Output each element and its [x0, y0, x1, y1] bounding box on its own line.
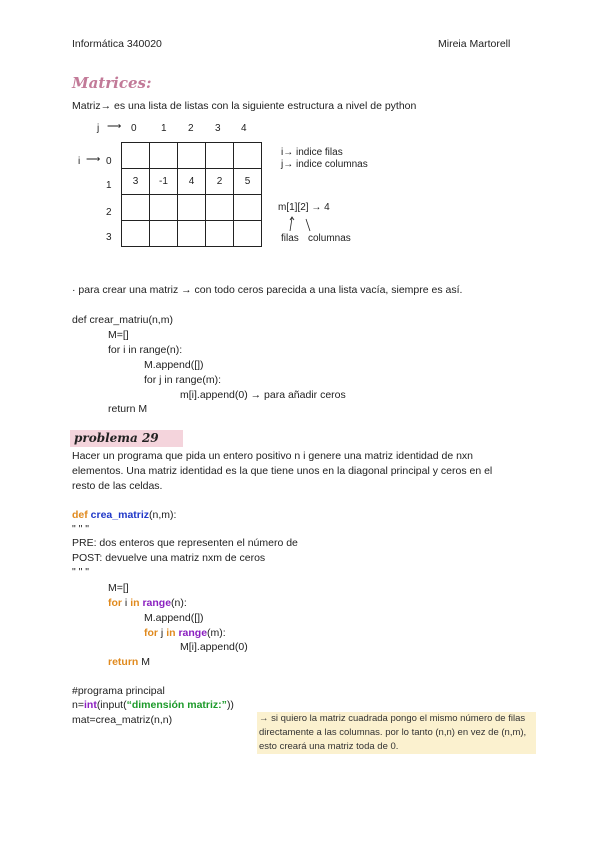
- j-value-2: 2: [188, 123, 194, 134]
- grid-cell: 2: [206, 169, 234, 195]
- grid-cell: [234, 143, 262, 169]
- def-keyword: def: [72, 509, 88, 521]
- prompt-string: “dimensión matriz:”: [126, 699, 227, 711]
- code2-append-list: M.append([]): [144, 612, 204, 624]
- i-value-3: 3: [106, 232, 112, 243]
- range-keyword: range: [178, 627, 208, 639]
- code1-line: return M: [108, 403, 148, 415]
- problem-statement: Hacer un programa que pida un entero positivo n i genere una matriz identidad de nxn: [72, 450, 474, 462]
- i-value-1: 1: [106, 180, 112, 191]
- docstring-open: " " ": [72, 523, 90, 535]
- main-mat-line: mat=crea_matriz(n,n): [72, 714, 173, 726]
- code2-return-line: [108, 655, 150, 670]
- access-example: m[1][2] → 4: [278, 202, 330, 213]
- code1-line: m[i].append(0) → para añadir ceros: [180, 389, 346, 401]
- main-input-line: [72, 698, 234, 713]
- range-args: (m):: [207, 627, 226, 639]
- j-arrow: ⟶: [107, 121, 122, 132]
- code2-def-line: [72, 508, 176, 523]
- problem-label: problema 29: [70, 430, 183, 447]
- grid-cell: [234, 221, 262, 247]
- j-label: j: [97, 123, 100, 134]
- function-name: crea_matriz: [90, 509, 150, 521]
- grid-cell: [178, 143, 206, 169]
- grid-cell: [206, 143, 234, 169]
- side-note: → si quiero la matriz cuadrada pongo el mismo número de filas directamente a las columnas. por lo tanto (n,n) en vez de (n,m), esto creará una matriz toda de 0.: [257, 712, 536, 754]
- grid-cell: [206, 221, 234, 247]
- grid-cell: -1: [150, 169, 178, 195]
- docstring-post: POST: devuelve una matriz nxm de ceros: [72, 552, 266, 564]
- grid-cell: [150, 195, 178, 221]
- grid-cell: [122, 195, 150, 221]
- grid-cell: 3: [122, 169, 150, 195]
- code1-line: for i in range(n):: [108, 344, 183, 356]
- i-value-2: 2: [106, 207, 112, 218]
- code2-append-zero: M[i].append(0): [180, 641, 248, 653]
- filas-label: filas: [281, 233, 299, 244]
- grid-cell: [122, 221, 150, 247]
- input-call: (input(: [96, 699, 127, 711]
- i-label: i: [78, 156, 81, 167]
- range-keyword: range: [142, 597, 172, 609]
- header-left: Informática 340020: [72, 38, 162, 50]
- def-args: (n,m):: [149, 509, 177, 521]
- intro-text: Matriz→ es una lista de listas con la siguiente estructura a nivel de python: [72, 100, 417, 112]
- loop-var: i: [124, 597, 128, 609]
- j-value-1: 1: [161, 123, 167, 134]
- j-value-0: 0: [131, 123, 137, 134]
- grid-cell: [234, 195, 262, 221]
- code1-line: M=[]: [108, 329, 129, 341]
- range-args: (n):: [171, 597, 187, 609]
- for-keyword: for: [144, 627, 158, 639]
- legend-rows: i→ indice filas: [281, 147, 343, 158]
- grid-cell: [206, 195, 234, 221]
- grid-cell: [178, 195, 206, 221]
- access-pointer-arrows: [282, 214, 322, 234]
- i-arrow: ⟶: [86, 154, 101, 165]
- n-prefix: n=: [72, 699, 84, 711]
- grid-cell: 4: [178, 169, 206, 195]
- code2-m-init: M=[]: [108, 582, 129, 594]
- main-comment: #programa principal: [72, 685, 165, 697]
- problem-statement: elementos. Una matriz identidad es la que tiene unos en la diagonal principal y ceros en el: [72, 465, 493, 477]
- legend-cols: j→ indice columnas: [281, 159, 368, 170]
- docstring-pre: PRE: dos enteros que representen el número de: [72, 537, 298, 549]
- columnas-label: columnas: [308, 233, 351, 244]
- i-value-0: 0: [106, 156, 112, 167]
- in-keyword: in: [130, 597, 140, 609]
- grid-cell: [178, 221, 206, 247]
- j-value-4: 4: [241, 123, 247, 134]
- in-keyword: in: [166, 627, 176, 639]
- for-keyword: for: [108, 597, 122, 609]
- grid-cell: [150, 221, 178, 247]
- return-value: M: [141, 656, 151, 668]
- grid-cell: 5: [234, 169, 262, 195]
- docstring-close: " " ": [72, 566, 90, 578]
- close-parens: )): [226, 699, 234, 711]
- matrix-grid: [121, 142, 262, 247]
- problem-statement: resto de las celdas.: [72, 480, 163, 492]
- grid-cell: [150, 143, 178, 169]
- loop-var: j: [160, 627, 164, 639]
- note-zeros: · para crear una matriz → con todo ceros parecida a una lista vacía, siempre es así.: [72, 284, 463, 296]
- section-title: Matrices:: [72, 74, 152, 92]
- header-right: Mireia Martorell: [438, 38, 511, 50]
- code2-for-j-line: [144, 626, 226, 641]
- code2-for-i-line: [108, 596, 187, 611]
- return-keyword: return: [108, 656, 139, 668]
- code1-line: M.append([]): [144, 359, 204, 371]
- int-keyword: int: [83, 699, 97, 711]
- j-value-3: 3: [215, 123, 221, 134]
- code1-line: for j in range(m):: [144, 374, 222, 386]
- code1-line: def crear_matriu(n,m): [72, 314, 173, 326]
- grid-cell: [122, 143, 150, 169]
